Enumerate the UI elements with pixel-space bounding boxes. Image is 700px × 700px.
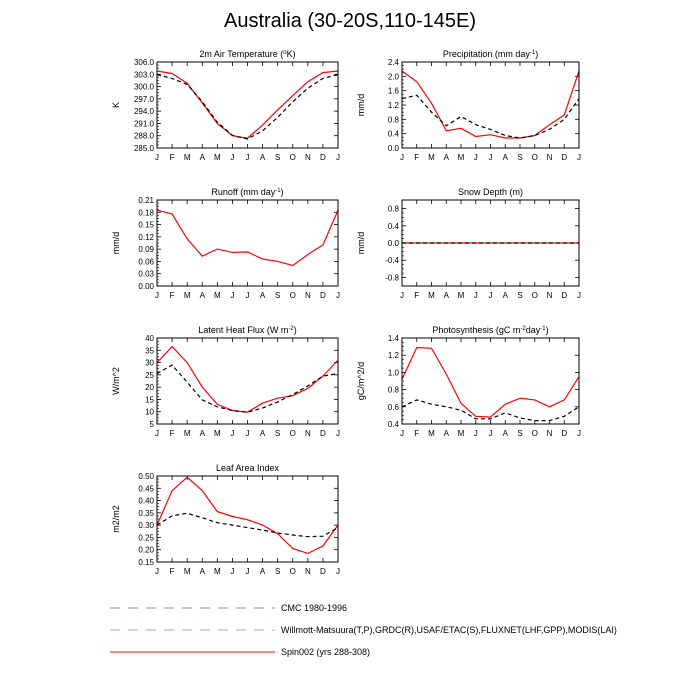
legend-label: CMC 1980-1996 xyxy=(281,603,348,613)
panel-frame xyxy=(402,338,579,424)
x-tick-label: J xyxy=(336,291,340,300)
x-tick-label: A xyxy=(502,291,508,300)
y-tick-label: 30 xyxy=(145,358,154,368)
x-tick-label: O xyxy=(289,429,296,438)
series-line-cmc xyxy=(157,365,338,412)
series-line-model xyxy=(402,348,579,418)
x-tick-label: F xyxy=(169,153,175,162)
x-tick-label: J xyxy=(336,567,340,576)
y-tick-label: 0.4 xyxy=(387,420,399,429)
y-tick-label: 306.0 xyxy=(133,58,154,67)
panel-1 xyxy=(356,49,581,162)
panel-title-text: Snow Depth (m) xyxy=(457,187,524,197)
x-tick-label: J xyxy=(245,291,250,300)
y-tick-label: 5 xyxy=(149,420,154,429)
x-tick-label: S xyxy=(274,429,281,438)
panel-frame xyxy=(157,62,338,148)
panel-title xyxy=(216,463,280,473)
panel-title-sup: -2 xyxy=(288,326,294,332)
x-tick-label: J xyxy=(245,567,250,576)
x-tick-label: J xyxy=(230,291,235,300)
y-tick-label: 40 xyxy=(145,334,154,343)
panel-frame xyxy=(157,338,338,424)
x-tick-label: O xyxy=(289,291,296,300)
x-tick-label: N xyxy=(546,291,553,300)
x-tick-label: J xyxy=(155,153,159,162)
x-tick-label: D xyxy=(561,429,568,438)
x-tick-label: M xyxy=(428,153,435,162)
y-axis-label: mm/d xyxy=(111,231,121,255)
x-tick-label: D xyxy=(561,153,568,162)
x-tick-label: A xyxy=(259,153,266,162)
figure-title: Australia (30-20S,110-145E) xyxy=(224,10,476,32)
legend-label: Spin002 (yrs 288-308) xyxy=(281,647,371,657)
y-tick-label: 0.40 xyxy=(138,496,154,506)
panel-title-tail: ) xyxy=(280,187,284,197)
x-tick-label: A xyxy=(443,291,449,300)
x-tick-label: J xyxy=(230,429,235,438)
x-tick-label: A xyxy=(199,429,205,438)
y-tick-label: 1.0 xyxy=(387,368,399,378)
x-tick-label: S xyxy=(274,567,281,576)
y-tick-label: 2.4 xyxy=(387,58,399,67)
panel-frame xyxy=(157,200,338,286)
legend xyxy=(110,603,617,657)
y-tick-label: 0.45 xyxy=(138,484,154,494)
series-line-model xyxy=(402,71,579,138)
panel-title xyxy=(211,187,283,197)
x-tick-label: N xyxy=(304,429,311,438)
panel-4 xyxy=(111,325,340,438)
panel-0 xyxy=(111,49,340,162)
y-tick-label: 20 xyxy=(145,383,154,393)
panel-title-end: ) xyxy=(545,325,549,335)
panel-2 xyxy=(111,187,340,300)
x-tick-label: M xyxy=(213,153,221,162)
panel-title-text: Precipitation (mm day xyxy=(442,49,530,59)
x-tick-label: O xyxy=(531,153,538,162)
y-tick-label: 0.4 xyxy=(387,129,399,139)
y-tick-label: 0.21 xyxy=(138,196,154,205)
x-tick-label: M xyxy=(183,567,191,576)
x-tick-label: F xyxy=(169,429,175,438)
y-tick-label: 35 xyxy=(145,346,154,356)
panel-6 xyxy=(111,463,340,576)
y-tick-label: 2.0 xyxy=(387,72,399,82)
x-tick-label: M xyxy=(213,429,221,438)
x-tick-label: A xyxy=(443,429,449,438)
y-axis-label: mm/d xyxy=(356,231,366,255)
y-tick-label: 294.0 xyxy=(133,107,154,117)
panel-title xyxy=(458,187,523,197)
x-tick-label: J xyxy=(245,429,250,438)
y-tick-label: 0.03 xyxy=(138,269,154,279)
x-tick-label: J xyxy=(488,291,493,300)
x-tick-label: S xyxy=(274,291,281,300)
panel-title xyxy=(199,49,295,59)
panel-title-text: Photosynthesis (gC m xyxy=(432,325,521,335)
x-tick-label: A xyxy=(199,291,205,300)
panel-title-tail: K) xyxy=(286,49,296,59)
y-tick-label: 300.0 xyxy=(133,82,154,92)
y-tick-label: 0.8 xyxy=(387,115,399,125)
y-tick-label: 25 xyxy=(145,370,154,380)
y-tick-label: -0.4 xyxy=(385,256,399,266)
series-line-cmc xyxy=(402,95,579,138)
x-tick-label: J xyxy=(155,567,159,576)
panel-title-text: Leaf Area Index xyxy=(215,463,280,473)
y-tick-label: 1.2 xyxy=(387,101,399,110)
x-tick-label: S xyxy=(517,291,523,300)
y-tick-label: 0.6 xyxy=(387,402,399,412)
x-tick-label: O xyxy=(289,153,296,162)
y-tick-label: 0.06 xyxy=(138,257,154,267)
y-tick-label: 1.2 xyxy=(387,351,399,361)
y-tick-label: 0.8 xyxy=(387,385,399,395)
y-tick-label: -0.8 xyxy=(385,273,399,283)
x-tick-label: A xyxy=(199,567,205,576)
panel-title xyxy=(198,325,296,335)
x-tick-label: J xyxy=(473,429,478,438)
y-tick-label: 288.0 xyxy=(133,131,154,141)
x-tick-label: M xyxy=(457,291,465,300)
x-tick-label: M xyxy=(213,291,221,300)
x-tick-label: M xyxy=(183,291,191,300)
panel-title-sup: -1 xyxy=(529,50,536,56)
y-tick-label: 0.15 xyxy=(138,220,154,230)
y-tick-label: 1.4 xyxy=(387,334,399,343)
x-tick-label: A xyxy=(259,567,266,576)
x-tick-label: F xyxy=(414,291,420,300)
x-tick-label: S xyxy=(517,153,523,162)
x-tick-label: D xyxy=(320,429,326,438)
y-axis-label: m2/m2 xyxy=(111,505,121,533)
x-tick-label: A xyxy=(199,153,205,162)
x-tick-label: F xyxy=(414,153,420,162)
x-tick-label: S xyxy=(274,153,281,162)
y-tick-label: 291.0 xyxy=(133,119,154,129)
y-tick-label: 0.25 xyxy=(138,533,154,543)
panel-title-tail: ) xyxy=(293,325,297,335)
y-tick-label: 0.0 xyxy=(387,239,399,248)
x-tick-label: J xyxy=(400,291,404,300)
panel-title-sup2: -1 xyxy=(540,326,546,332)
x-tick-label: A xyxy=(502,153,508,162)
x-tick-label: J xyxy=(155,429,159,438)
panel-title-tail: day xyxy=(525,325,541,335)
x-tick-label: O xyxy=(531,429,538,438)
x-tick-label: A xyxy=(259,291,266,300)
x-tick-label: O xyxy=(289,567,296,576)
series-line-model xyxy=(157,210,338,265)
y-tick-label: 0.00 xyxy=(138,282,154,291)
x-tick-label: N xyxy=(304,567,311,576)
panel-title-text: Runoff (mm day xyxy=(211,187,276,197)
y-tick-label: 0.35 xyxy=(138,508,154,518)
x-tick-label: D xyxy=(320,153,326,162)
x-tick-label: J xyxy=(577,291,581,300)
panel-title xyxy=(443,49,538,59)
y-tick-label: 0.12 xyxy=(138,232,154,242)
x-tick-label: F xyxy=(169,567,175,576)
x-tick-label: J xyxy=(155,291,159,300)
y-tick-label: 0.4 xyxy=(387,221,399,231)
x-tick-label: A xyxy=(443,153,449,162)
x-tick-label: J xyxy=(400,429,404,438)
y-tick-label: 0.0 xyxy=(387,144,399,153)
panel-frame xyxy=(157,476,338,562)
y-tick-label: 1.6 xyxy=(387,86,399,96)
panel-title xyxy=(432,325,548,335)
series-line-model xyxy=(157,477,338,553)
x-tick-label: D xyxy=(561,291,568,300)
panel-title-text: 2m Air Temperature ( xyxy=(199,49,284,59)
y-tick-label: 303.0 xyxy=(133,70,154,80)
series-line-cmc xyxy=(157,513,338,536)
x-tick-label: J xyxy=(473,153,478,162)
y-axis-label: K xyxy=(111,101,121,109)
panel-title-tail: ) xyxy=(535,49,539,59)
panel-5 xyxy=(356,325,581,438)
x-tick-label: N xyxy=(304,291,311,300)
y-axis-label: W/m^2 xyxy=(111,367,121,395)
y-tick-label: 0.15 xyxy=(138,558,154,567)
x-tick-label: F xyxy=(169,291,175,300)
x-tick-label: J xyxy=(488,429,493,438)
y-tick-label: 10 xyxy=(145,407,154,417)
panel-title-sup: o xyxy=(283,50,287,56)
y-tick-label: 285.0 xyxy=(133,144,154,153)
panel-title-sup: -1 xyxy=(275,188,281,194)
x-tick-label: D xyxy=(320,291,326,300)
x-tick-label: J xyxy=(400,153,404,162)
y-tick-label: 0.30 xyxy=(138,521,154,531)
x-tick-label: N xyxy=(304,153,311,162)
y-tick-label: 297.0 xyxy=(133,94,154,104)
x-tick-label: M xyxy=(428,291,435,300)
y-axis-label: mm/d xyxy=(356,93,366,117)
x-tick-label: J xyxy=(488,153,493,162)
y-tick-label: 0.50 xyxy=(138,472,154,481)
y-tick-label: 0.8 xyxy=(387,204,399,214)
panel-title-text: Latent Heat Flux (W m xyxy=(198,325,289,335)
x-tick-label: O xyxy=(531,291,538,300)
series-line-model xyxy=(157,71,338,138)
y-tick-label: 0.18 xyxy=(138,208,154,218)
x-tick-label: M xyxy=(457,153,465,162)
x-tick-label: M xyxy=(183,429,191,438)
x-tick-label: J xyxy=(245,153,250,162)
y-axis-label: gC/m^2/d xyxy=(356,361,366,401)
y-tick-label: 15 xyxy=(145,395,154,405)
x-tick-label: J xyxy=(336,429,340,438)
x-tick-label: A xyxy=(259,429,266,438)
x-tick-label: J xyxy=(577,429,581,438)
y-tick-label: 0.20 xyxy=(138,545,154,555)
panel-title-sup: -2 xyxy=(520,326,526,332)
y-tick-label: 0.09 xyxy=(138,245,154,255)
x-tick-label: M xyxy=(428,429,435,438)
x-tick-label: J xyxy=(577,153,581,162)
x-tick-label: N xyxy=(546,429,553,438)
x-tick-label: D xyxy=(320,567,326,576)
x-tick-label: N xyxy=(546,153,553,162)
x-tick-label: S xyxy=(517,429,523,438)
x-tick-label: J xyxy=(336,153,340,162)
x-tick-label: A xyxy=(502,429,508,438)
x-tick-label: M xyxy=(457,429,465,438)
x-tick-label: M xyxy=(183,153,191,162)
x-tick-label: J xyxy=(230,567,235,576)
series-line-cmc xyxy=(157,75,338,139)
legend-label: Willmott-Matsuura(T,P),GRDC(R),USAF/ETAC(S),FLUXNET(LHF,GPP),MODIS(LAI) xyxy=(281,625,617,635)
panel-3 xyxy=(356,187,581,300)
x-tick-label: M xyxy=(213,567,221,576)
x-tick-label: J xyxy=(230,153,235,162)
x-tick-label: F xyxy=(414,429,420,438)
x-tick-label: J xyxy=(473,291,478,300)
